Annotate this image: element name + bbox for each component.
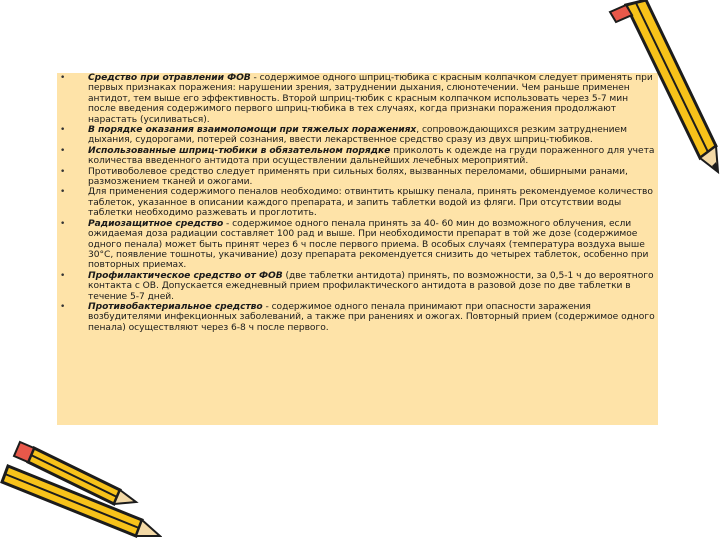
list-item-bold: В порядке оказания взаимопомощи при тяжелых поражениях — [88, 125, 417, 136]
list-item — [57, 187, 657, 218]
list-item — [57, 302, 657, 333]
list-item-bold: Использованные шприц-тюбики в обязательном порядке — [88, 145, 391, 156]
list-item — [57, 271, 657, 302]
list-item-text: - содержимое одного пенала принять за 40- 60 мин до возможного облучения, если ожидаемая доза радиации составляет 100 рад и выше. При необходимости препарат в той же дозе (содержимое одного пенала) может быть принят через 6 ч после первого приема. В особых случаях (температура воздуха выше 30°С, появление тошноты, укачивание) дозу препарата рекомендуется снизить до четырех таблеток, особенно при повторных приемах. — [88, 218, 649, 271]
list-item-text: приколоть к одежде на груди пораженного для учета количества введенного антидота при осуществлении дальнейших лечебных мероприятий. — [88, 145, 655, 167]
list-item-bold: Профилактическое средство от ФОВ — [88, 270, 283, 281]
list-item-text: Для применения содержимого пеналов необходимо: отвинтить крышку пенала, принять рекомендуемое количество таблеток, указанное в описании каждого препарата, и запить таблетки водой из фляги. При отсутствии воды таблетки необходимо разжевать и проглотить. — [88, 187, 653, 219]
list-item — [57, 125, 657, 146]
bullet-dot: • — [60, 125, 66, 136]
list-item — [57, 219, 657, 271]
list-item-text: , сопровождающихся резким затруднением дыхания, судорогами, потерей сознания, ввести лекарственное средство сразу из двух шприц-тюбиков. — [88, 125, 627, 146]
pencil-bottom-icon — [0, 438, 162, 540]
list-item-text: (две таблетки антидота) принять, по возможности, за 0,5-1 ч до вероятного контакта с ОВ. Допускается ежедневный прием профилактического антидота в разовой дозе по две таблетки в течение 5-7 дней. — [88, 270, 654, 302]
list-item-bold: Радиозащитное средство — [88, 218, 224, 229]
bullet-dot: • — [60, 145, 66, 156]
list-item-bold: Противобактериальное средство — [88, 301, 263, 312]
bullet-dot: • — [60, 166, 66, 177]
list-item — [57, 167, 657, 188]
list-item — [57, 73, 657, 125]
list-item-bold: Средство при отравлении ФОВ — [88, 73, 251, 83]
bullet-list — [57, 73, 657, 333]
list-item-text: - содержимое одного пенала принимают при опасности заражения возбудителями инфекционных заболеваний, а также при ранениях и ожогах. Повторный прием (содержимое одного пенала) осуществляют через 6-8 ч после первого. — [88, 301, 655, 333]
bullet-dot: • — [60, 301, 66, 312]
list-item-text: Противоболевое средство следует применять при сильных болях, вызванных переломами, обширными ранами, размозжением тканей и ожогами. — [88, 166, 628, 188]
bullet-dot: • — [60, 218, 66, 229]
list-item — [57, 146, 657, 167]
bullet-dot: • — [60, 187, 66, 198]
bullet-dot: • — [60, 73, 66, 83]
bullet-dot: • — [60, 270, 66, 281]
list-item-text: - содержимое одного шприц-тюбика с красным колпачком следует применять при первых признаках поражения: нарушении зрения, затруднении дыхания, слюнотечении. Чем раньше применен антидот, тем выше его эффективность. Второй шприц-тюбик с красным колпачком использовать через 5-7 мин после введения содержимого первого шприц-тюбика в тех случаях, когда признаки поражения продолжают нарастать (усиливаться). — [88, 73, 653, 125]
